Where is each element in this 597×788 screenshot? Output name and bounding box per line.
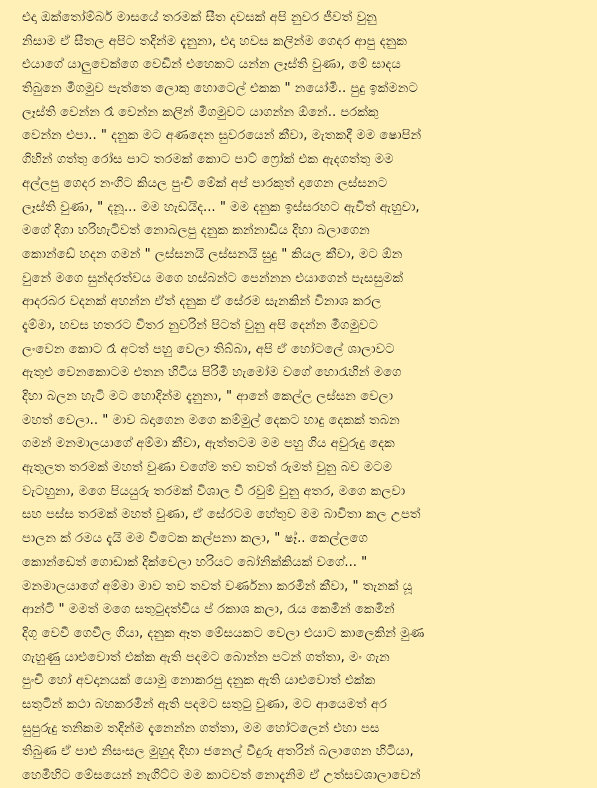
- text-line: මගේ දිගා හරිහැටිවත් නොබලපු දනුක කන්නාඩිය දිහා බලාගෙන: [22, 223, 370, 239]
- text-line: තිබුනෙ මීගමුව පැත්තෙ ලොකු හොටෙල් එකක " නයෝමි.. පුදු ඉක්මනට: [22, 81, 418, 97]
- text-line: ලෑස්ති වෙන්න රෑ වෙන්න කලින් මීගමුවට යාගන්න ඕනේ.. පරක්කු: [22, 104, 379, 120]
- text-line: මහත් වෙලා.. " මාව බදාගෙන මගෙ කම්මුල් දෙකට හාදු දෙකක් තබන: [22, 412, 400, 428]
- text-line: කොන්ඩේ හදන ගමන් " ලස්සනයි ලස්සනයි සුදු " කියල කීවා, මට ඕන: [22, 246, 403, 262]
- text-line: ගමන් මනමාලයාගේ අම්මා කීවා, ඇත්තටම මම පහු ගිය අවුරුදු දෙක: [22, 436, 395, 452]
- text-line: වැටහුනා, මගෙ පියයුරු තරමක් විශාල වී රවුම් වුනු අතර, මගෙ කලවා: [22, 483, 406, 499]
- text-line: ගිහින් ගත්තු රෝස පාට තරමක් කොට පාට් ෆ්‍රෝක් එක ඇදගත්තු මම: [22, 152, 394, 168]
- text-line: මනමාලයාගේ අම්මා මාව තව තවත් වර්ණනා කරමින් කීවා, " තැනක් යූ: [22, 578, 413, 594]
- text-line: එදා ඔක්තෝම්බර් මාසයේ තරමක් සීත දවසක් අපි නුවර ජීවත් වුනු: [22, 10, 377, 25]
- text-line: ඇතුලත තරමක් මහත් වුණා වගේම තව තවත් රුමත් වුනු බව මටම: [22, 460, 393, 476]
- text-line: වෙන්න එපා.. " දනුක මට අණදෙන සුවරයෙන් කීවා, මැතකදී මම ෂොපින්: [22, 128, 422, 144]
- text-line: නිසාම ඒ සීතල අපිට තදින්ම දැනුනා, එදා හවස කලින්ම ගෙදර ආපු දනුක: [22, 33, 407, 49]
- text-line: පාලන ක් රමය දැයි මම විටෙක කල්පනා කලා, " ෂෑ්.. කෙල්ලගෙ: [22, 531, 368, 547]
- text-line: අල්ලපු ගෙදර නංගිට කියල පුංචි මේක් අප් පාරකුත් දාගෙන ලස්සනට: [22, 175, 388, 191]
- text-line: හෙමිහිට මේසයෙන් නැගිට්ට මම කාටවත් නොදැනිම ඒ උත්සවශාලාවෙන්: [22, 768, 421, 783]
- text-line: ආදරබර වදනක් අහන්න ඒත් දනුක ඒ සේරම සැනකින් විනාශ කරල: [22, 294, 382, 310]
- text-line: තිබුණ ඒ පාළු නිසංසල මුහුද දිහා ජනෙල් වීදුරු අතරින් බලාගෙන හිටියා,: [22, 744, 414, 760]
- text-line: දිගු වෙවී ගෙවීල ගියා, දනුක ඈත මේසයකට වෙලා එයාට කාලෙකින් මුණ: [22, 625, 425, 641]
- text-line: ලෑස්ති වුණා, " දනූ... මම හැඩයිද... " මම දනුක ඉස්සරහට ඇවිත් ඇහුවා,: [22, 199, 420, 215]
- text-line: කොන්ඩෙත් ගොඩාක් දික්වෙලා හරියට බෝනික්කියක් වගේ... ": [22, 554, 368, 570]
- text-line: සතුටින් කථා බහකරමින් ඇති පදමට සතුටු වුණා, මට ආයෙමත් අර: [22, 696, 388, 712]
- text-line: පුංචි හෝ අවදානයක් යොමු නොකරපු දනුක ඇති යාළුවොත් එක්ක: [22, 673, 376, 689]
- text-line: සහ පස්ස තරමක් මහත් වුණා, ඒ සේරටම හේතුව මම බාවිතා කල උපත්: [22, 507, 421, 523]
- text-line: එයාගේ යාලුවෙක්ගෙ වෙඩින් එහෙකට යන්න ලෑස්ති වුණා, මේ සාදය: [22, 57, 401, 73]
- text-line: ඇතුළු වෙනකොටම එතන හිටිය පිරිමි හැමෝම වගේ හොරැහින් මගෙ: [22, 365, 402, 381]
- text-line: දිහා බලන හැටි මට හොදින්ම දැනුනා, " ආනේ කෙල්ල ලස්සන වෙලා: [22, 389, 394, 404]
- text-line: ආන්ටි " මමත් මගෙ සතුටුදත්විය ප් රකාශ කලා, රැය කෙමින් කෙමින්: [22, 602, 395, 618]
- text-line: දැම්මා, හවස හතරට විතර නුවරින් පිටත් වුනු අපි දෙන්න මීගමුවට: [22, 317, 378, 333]
- text-line: සුපුරුදු තනිකම තදින්ම දැනෙන්න ගත්තා, මම හෝටලෙන් එහා පස: [22, 720, 380, 736]
- text-line: වුනේ මගෙ සුන්දරත්වය මගෙ හස්බන්ට පෙන්නන එයාගෙන් පැසසුමක්: [22, 270, 404, 286]
- text-line: ලංවෙන කොට රෑ අටත් පහු වෙලා තිබ්බා, අපි ඒ හෝටලේ ශාලාවට: [22, 341, 395, 357]
- text-line: ගැහුණු යාළුවොත් එක්ක ඇති පදමට බොන්න පටන් ගත්තා, මං ගැන: [22, 649, 390, 665]
